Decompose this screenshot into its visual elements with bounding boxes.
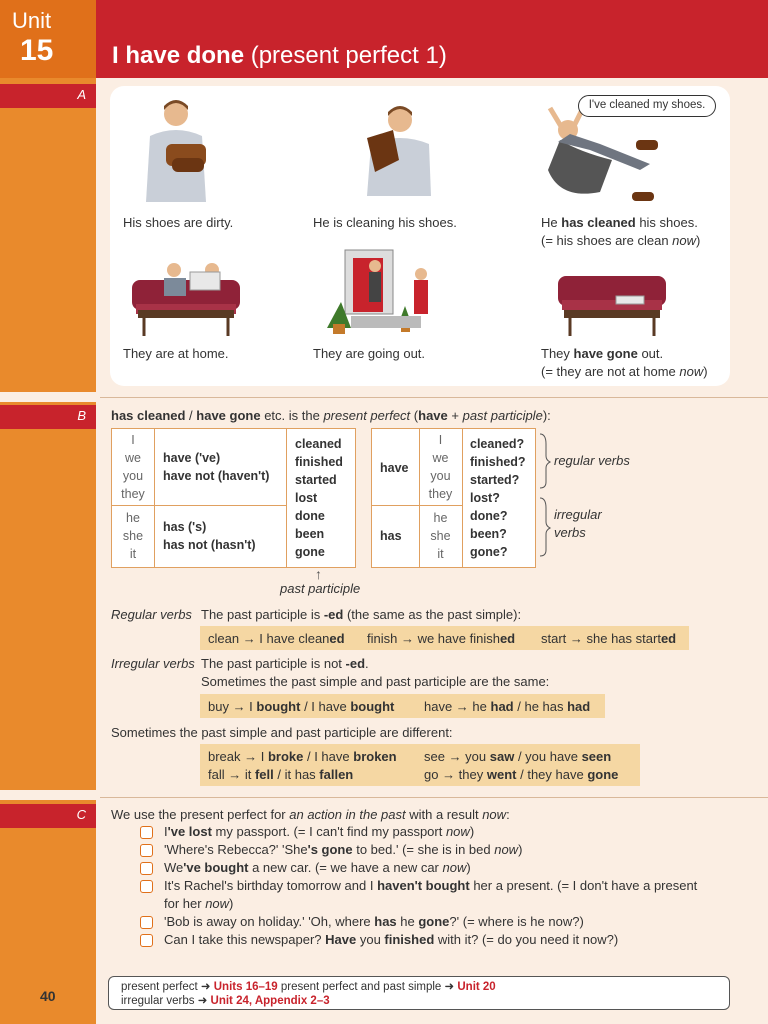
- caption-have-gone: They have gone out.: [541, 346, 664, 361]
- caption-have-gone-meaning: (= they are not at home now): [541, 364, 708, 379]
- irregular-verbs-label-2: verbs: [554, 525, 586, 540]
- example-gone-to-bed: 'Where's Rebecca?' 'She's gone to bed.' (= she is in bed now): [164, 842, 523, 857]
- example-fall: fall → it fell / it has fallen: [208, 767, 354, 782]
- example-clean: clean → I have cleaned: [208, 631, 345, 646]
- example-newspaper: Can I take this newspaper? Have you finished with it? (= do you need it now?): [164, 932, 619, 947]
- checkbox-bullet: [140, 880, 153, 893]
- up-arrow-icon: ↑: [315, 566, 322, 582]
- caption-going-out: They are going out.: [313, 346, 426, 361]
- regular-verbs-heading: Regular verbs: [111, 607, 192, 622]
- past-participle-label: past participle: [280, 581, 361, 596]
- example-bought-car: We've bought a new car. (= we have a new car now): [164, 860, 471, 875]
- example-go: go → they went / they have gone: [424, 767, 619, 782]
- strip-gap: [0, 790, 96, 800]
- irregular-verbs-text: The past participle is not -ed.: [201, 656, 369, 671]
- page-number: 40: [40, 988, 56, 1004]
- unit-number: 15: [20, 34, 54, 67]
- link-units-16-19[interactable]: Units 16–19: [213, 981, 278, 993]
- couple-on-sofa-illustration: [130, 258, 242, 338]
- regular-verbs-label: regular verbs: [554, 453, 630, 468]
- cross-reference-box: [108, 976, 730, 1010]
- page-title: I have done (present perfect 1): [112, 42, 447, 69]
- checkbox-bullet: [140, 862, 153, 875]
- strip-gap: [0, 392, 96, 402]
- crossref-irregular-verbs: irregular verbs ➜ Unit 24, Appendix 2–3: [121, 995, 330, 1007]
- checkbox-bullet: [140, 844, 153, 857]
- caption-has-cleaned-meaning: (= his shoes are clean now): [541, 233, 701, 248]
- brace-marks: [538, 432, 552, 562]
- man-cleaning-shoes-illustration: [345, 100, 435, 200]
- unit-label: Unit: [12, 8, 52, 33]
- section-tab-a: A: [0, 84, 96, 108]
- section-divider: [100, 797, 768, 798]
- checkbox-bullet: [140, 826, 153, 839]
- crossref-present-perfect: present perfect ➜ Units 16–19 present perfect and past simple ➜ Unit 20: [121, 981, 496, 993]
- empty-sofa-illustration: [556, 270, 668, 338]
- man-holding-shoes-illustration: [130, 96, 230, 206]
- caption-shoes-dirty: His shoes are dirty.: [123, 215, 234, 230]
- conjugation-table-positive: I we you they have ('ve) have not (haven't) he she it has ('s) has not (hasn't) cleaned finished started lost done been gone: [111, 428, 356, 568]
- speech-bubble: I've cleaned my shoes.: [578, 95, 716, 117]
- example-bob-holiday: 'Bob is away on holiday.' 'Oh, where has he gone?' (= where is he now?): [164, 914, 584, 929]
- example-see: see → you saw / you have seen: [424, 749, 612, 764]
- caption-has-cleaned: He has cleaned his shoes.: [541, 215, 698, 230]
- example-start: start → she has started: [541, 631, 677, 646]
- checkbox-bullet: [140, 934, 153, 947]
- example-have: have → he had / he has had: [424, 699, 591, 714]
- regular-verbs-text: The past participle is -ed (the same as the past simple):: [201, 607, 522, 622]
- caption-at-home: They are at home.: [123, 346, 229, 361]
- example-lost-passport: I've lost my passport. (= I can't find my passport now): [164, 824, 475, 839]
- irregular-verbs-heading: Irregular verbs: [111, 656, 195, 671]
- example-birthday-present: It's Rachel's birthday tomorrow and I haven't bought her a present. (= I don't have a present: [164, 878, 698, 893]
- example-birthday-present-cont: for her now): [164, 896, 234, 911]
- section-b-intro: has cleaned / have gone etc. is the present perfect (have + past participle):: [111, 408, 551, 423]
- section-tab-b: B: [0, 405, 96, 429]
- same-forms-text: Sometimes the past simple and past participle are the same:: [201, 674, 550, 689]
- section-divider: [100, 397, 768, 398]
- section-c-intro: We use the present perfect for an action in the past with a result now:: [111, 807, 510, 822]
- example-buy: buy → I bought / I have bought: [208, 699, 395, 714]
- example-finish: finish → we have finished: [367, 631, 516, 646]
- caption-cleaning-shoes: He is cleaning his shoes.: [313, 215, 457, 230]
- link-unit-20[interactable]: Unit 20: [457, 981, 496, 993]
- section-tab-c: C: [0, 804, 96, 828]
- different-forms-text: Sometimes the past simple and past participle are different:: [111, 725, 453, 740]
- example-break: break → I broke / I have broken: [208, 749, 397, 764]
- irregular-verbs-label: irregular: [554, 507, 602, 522]
- conjugation-table-question: have I we you they has he she it cleaned? finished? started? lost? done? been? gone?: [371, 428, 536, 568]
- checkbox-bullet: [140, 916, 153, 929]
- couple-going-out-illustration: [325, 246, 435, 338]
- link-unit-24-appendix[interactable]: Unit 24, Appendix 2–3: [210, 995, 330, 1007]
- left-margin-strip: [0, 78, 96, 1024]
